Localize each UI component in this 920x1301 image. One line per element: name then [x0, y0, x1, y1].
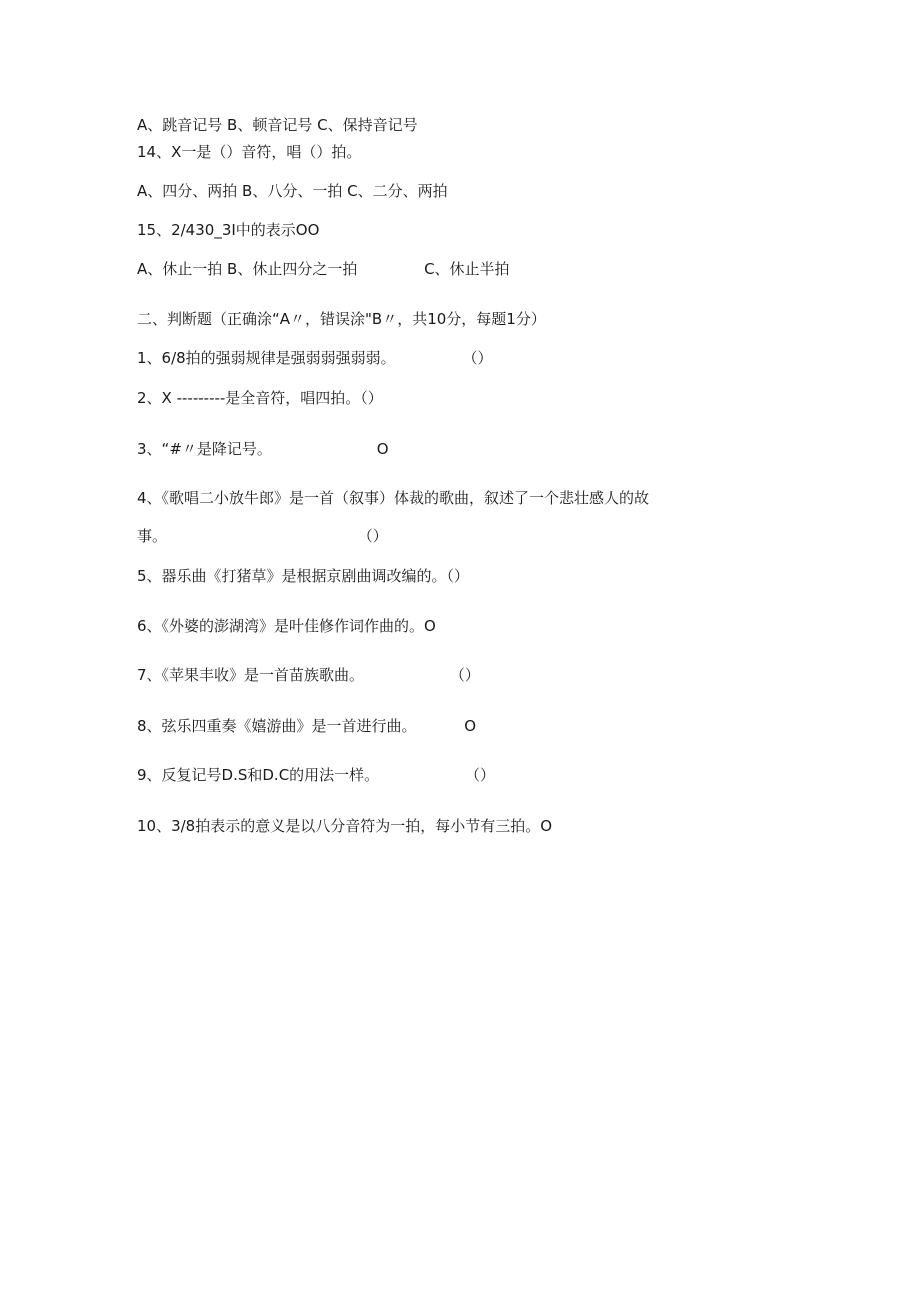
- judgment-item-6: 6、《外婆的澎湖湾》是叶佳修作词作曲的。O: [137, 617, 436, 635]
- question-15: 15、2/430_3I中的表示OO: [137, 221, 320, 239]
- question-13-options: A、跳音记号 B、顿音记号 C、保持音记号: [137, 116, 418, 134]
- question-14: 14、X一是（）音符，唱（）拍。: [137, 143, 362, 161]
- judgment-item-1: 1、6/8拍的强弱规律是强弱弱强弱弱。 （）: [137, 349, 493, 367]
- question-15-options: A、休止一拍 B、休止四分之一拍 C、休止半拍: [137, 260, 510, 278]
- judgment-item-9: 9、反复记号D.S和D.C的用法一样。 （）: [137, 766, 496, 784]
- judgment-item-5: 5、器乐曲《打猪草》是根据京剧曲调改编的。（）: [137, 567, 470, 585]
- judgment-item-10: 10、3/8拍表示的意义是以八分音符为一拍，每小节有三拍。O: [137, 817, 553, 835]
- judgment-item-4-line-1: 4、《歌唱二小放牛郎》是一首（叙事）体裁的歌曲，叙述了一个悲壮感人的故: [137, 489, 650, 507]
- section-2-heading: 二、判断题（正确涂“A〃，错误涂"B〃，共10分，每题1分）: [137, 310, 546, 328]
- judgment-item-4-line-2: 事。 （）: [137, 527, 388, 545]
- judgment-item-7: 7、《苹果丰收》是一首苗族歌曲。 （）: [137, 666, 480, 684]
- judgment-item-2: 2、X ---------是全音符，唱四拍。（）: [137, 389, 383, 407]
- judgment-item-3: 3、“#〃是降记号。 O: [137, 440, 389, 458]
- question-14-options: A、四分、两拍 B、八分、一拍 C、二分、两拍: [137, 182, 448, 200]
- judgment-item-8: 8、弦乐四重奏《嬉游曲》是一首进行曲。 O: [137, 717, 477, 735]
